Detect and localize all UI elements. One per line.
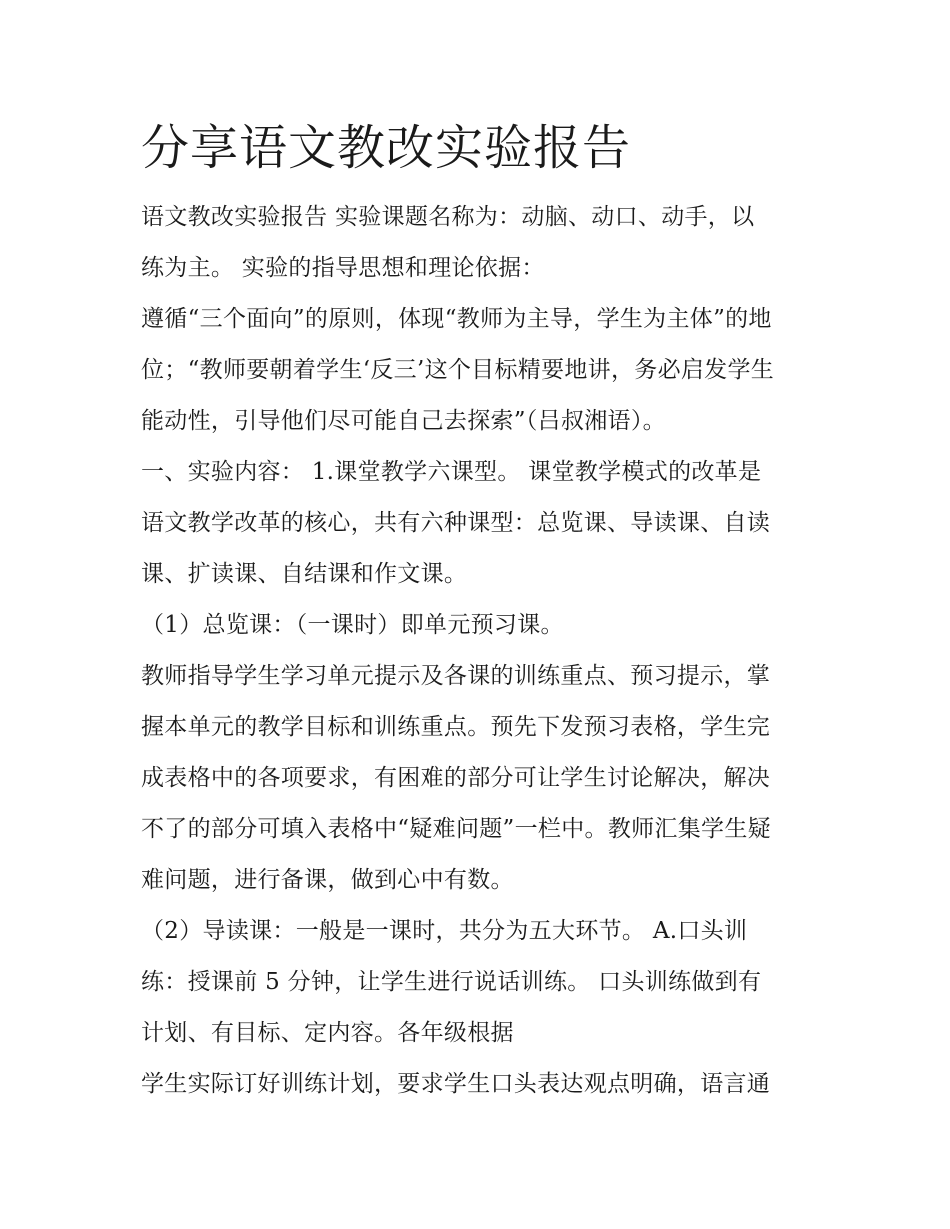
document-body [141,118,813,1110]
text-line: 成表格中的各项要求，有困难的部分可让学生讨论解决，解决 [141,765,771,791]
text-line: 能动性，引导他们尽可能自己去探索”（吕叔湘语）。 [141,408,666,434]
text-line: 学生实际订好训练计划，要求学生口头表达观点明确，语言通 [141,1071,771,1097]
paragraph-overview-body [141,651,813,906]
paragraph-student-plan [141,1059,813,1110]
text-line: 练为主。 实验的指导思想和理论依据： [141,255,545,281]
text-line: 一、实验内容： 1.课堂教学六课型。 课堂教学模式的改革是 [141,459,762,485]
text-line: 握本单元的教学目标和训练重点。预先下发预习表格，学生完 [141,714,771,740]
text-line: 课、扩读课、自结课和作文课。 [141,561,468,587]
paragraph-content [141,447,813,600]
text-line: 语文教学改革的核心，共有六种课型：总览课、导读课、自读 [141,510,771,536]
paragraph-overview-heading [141,600,813,651]
text-line: 教师指导学生学习单元提示及各课的训练重点、预习提示，掌 [141,663,771,689]
text-line: 语文教改实验报告 实验课题名称为：动脑、动口、动手，以 [141,204,755,230]
text-line: 不了的部分可填入表格中“疑难问题”一栏中。教师汇集学生疑 [141,816,771,842]
text-line: 遵循“三个面向”的原则，体现“教师为主导，学生为主体”的地 [141,306,772,332]
text-line: （1）总览课：（一课时）即单元预习课。 [141,612,564,638]
text-line: 难问题，进行备课，做到心中有数。 [141,867,514,893]
text-line: （2）导读课：一般是一课时，共分为五大环节。 A.口头训 [141,918,748,944]
paragraph-principles [141,294,813,447]
text-line: 练：授课前 5 分钟，让学生进行说话训练。 口头训练做到有 [141,969,762,995]
text-line: 位；“教师要朝着学生‘反三’这个目标精要地讲，务必启发学生 [141,357,775,383]
document-title: 分享语文教改实验报告 [141,120,632,176]
text-line: 计划、有目标、定内容。各年级根据 [141,1020,514,1046]
paragraph-guided-reading [141,906,813,1059]
paragraph-intro [141,192,813,294]
